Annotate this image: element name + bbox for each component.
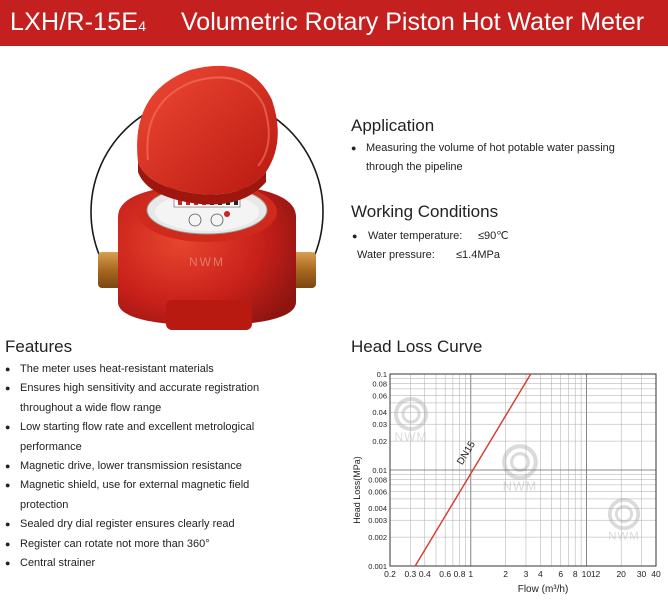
- y-tick-label: 0.02: [372, 437, 387, 447]
- y-tick-label: 0.03: [372, 420, 387, 430]
- nwm-watermark: [395, 399, 428, 444]
- list-item: ● Measuring the volume of hot potable water passing: [350, 139, 615, 158]
- x-tick-label: 3: [523, 569, 529, 579]
- list-item: ● Low starting flow rate and excellent metrological: [4, 418, 259, 437]
- list-item: ● Central strainer: [4, 554, 259, 573]
- water-temperature: ● Water temperature: ≤90℃: [352, 230, 509, 242]
- application-list: [350, 139, 615, 178]
- x-tick-label: 30: [636, 569, 647, 579]
- water-meter-photo: [90, 52, 324, 342]
- x-tick-label: 4: [538, 569, 543, 579]
- svg-text:NWM: NWM: [189, 255, 225, 269]
- list-item: ● Magnetic shield, use for external magnetic field: [4, 476, 259, 495]
- y-tick-label: 0.04: [372, 408, 387, 418]
- list-item: ● Ensures high sensitivity and accurate registration: [4, 379, 259, 398]
- series-label: DN15: [455, 439, 478, 468]
- x-tick-label: 0.6: [439, 569, 452, 579]
- svg-text:NWM: NWM: [502, 479, 538, 494]
- list-item: performance: [20, 440, 82, 453]
- list-item: protection: [20, 498, 69, 511]
- x-axis-label: Flow (m³/h): [517, 584, 569, 595]
- x-tick-label: 12: [590, 569, 601, 579]
- bullet-icon: ●: [352, 231, 358, 241]
- product-title: Volumetric Rotary Piston Hot Water Meter: [181, 8, 645, 36]
- x-tick-label: 20: [616, 569, 626, 579]
- x-tick-label: 40: [651, 569, 661, 579]
- list-item: ● The meter uses heat-resistant materials: [4, 360, 259, 379]
- list-item: through the pipeline: [366, 161, 463, 174]
- y-tick-label: 0.06: [372, 391, 387, 401]
- y-axis-label: Head Loss(MPa): [352, 456, 362, 524]
- application-heading: Application: [351, 116, 435, 135]
- y-tick-label: 0.006: [368, 487, 387, 497]
- y-tick-label: 0.002: [368, 533, 387, 543]
- x-tick-label: 0.2: [384, 569, 396, 579]
- features-heading: Features: [5, 337, 73, 356]
- y-tick-label: 0.01: [372, 466, 387, 475]
- y-tick-label: 0.008: [368, 475, 387, 485]
- x-tick-label: 1: [468, 569, 474, 579]
- y-tick-label: 0.08: [372, 379, 387, 389]
- list-item: ● Magnetic drive, lower transmission resistance: [4, 457, 259, 476]
- features-list: [4, 360, 259, 573]
- svg-text:NWM: NWM: [608, 530, 640, 543]
- x-tick-label: 0.4: [418, 569, 431, 579]
- x-tick-label: 8: [572, 569, 578, 579]
- x-tick-label: 10: [581, 569, 592, 579]
- x-tick-label: 6: [558, 569, 564, 579]
- title-banner: [0, 0, 668, 46]
- y-tick-label: 0.004: [368, 504, 387, 514]
- list-item: ● Sealed dry dial register ensures clearly read: [4, 515, 259, 534]
- x-tick-label: 0.3: [404, 569, 417, 579]
- svg-text:NWM: NWM: [394, 430, 428, 444]
- head-loss-chart: [348, 366, 666, 600]
- y-tick-label: 0.001: [368, 562, 387, 571]
- y-tick-label: 0.003: [368, 516, 387, 526]
- water-pressure: Water pressure: ≤1.4MPa: [357, 249, 500, 261]
- working-conditions-heading: Working Conditions: [351, 202, 499, 221]
- model-number: LXH/$R-15E_4$: [10, 8, 147, 36]
- x-tick-label: 2: [503, 569, 508, 579]
- y-tick-label: 0.1: [376, 370, 387, 379]
- nwm-watermark: [608, 500, 639, 543]
- list-item: ● Register can rotate not more than 360°: [4, 535, 259, 554]
- x-tick-label: 0.8: [453, 569, 466, 579]
- list-item: throughout a wide flow range: [20, 401, 162, 414]
- head-loss-heading: Head Loss Curve: [351, 337, 483, 356]
